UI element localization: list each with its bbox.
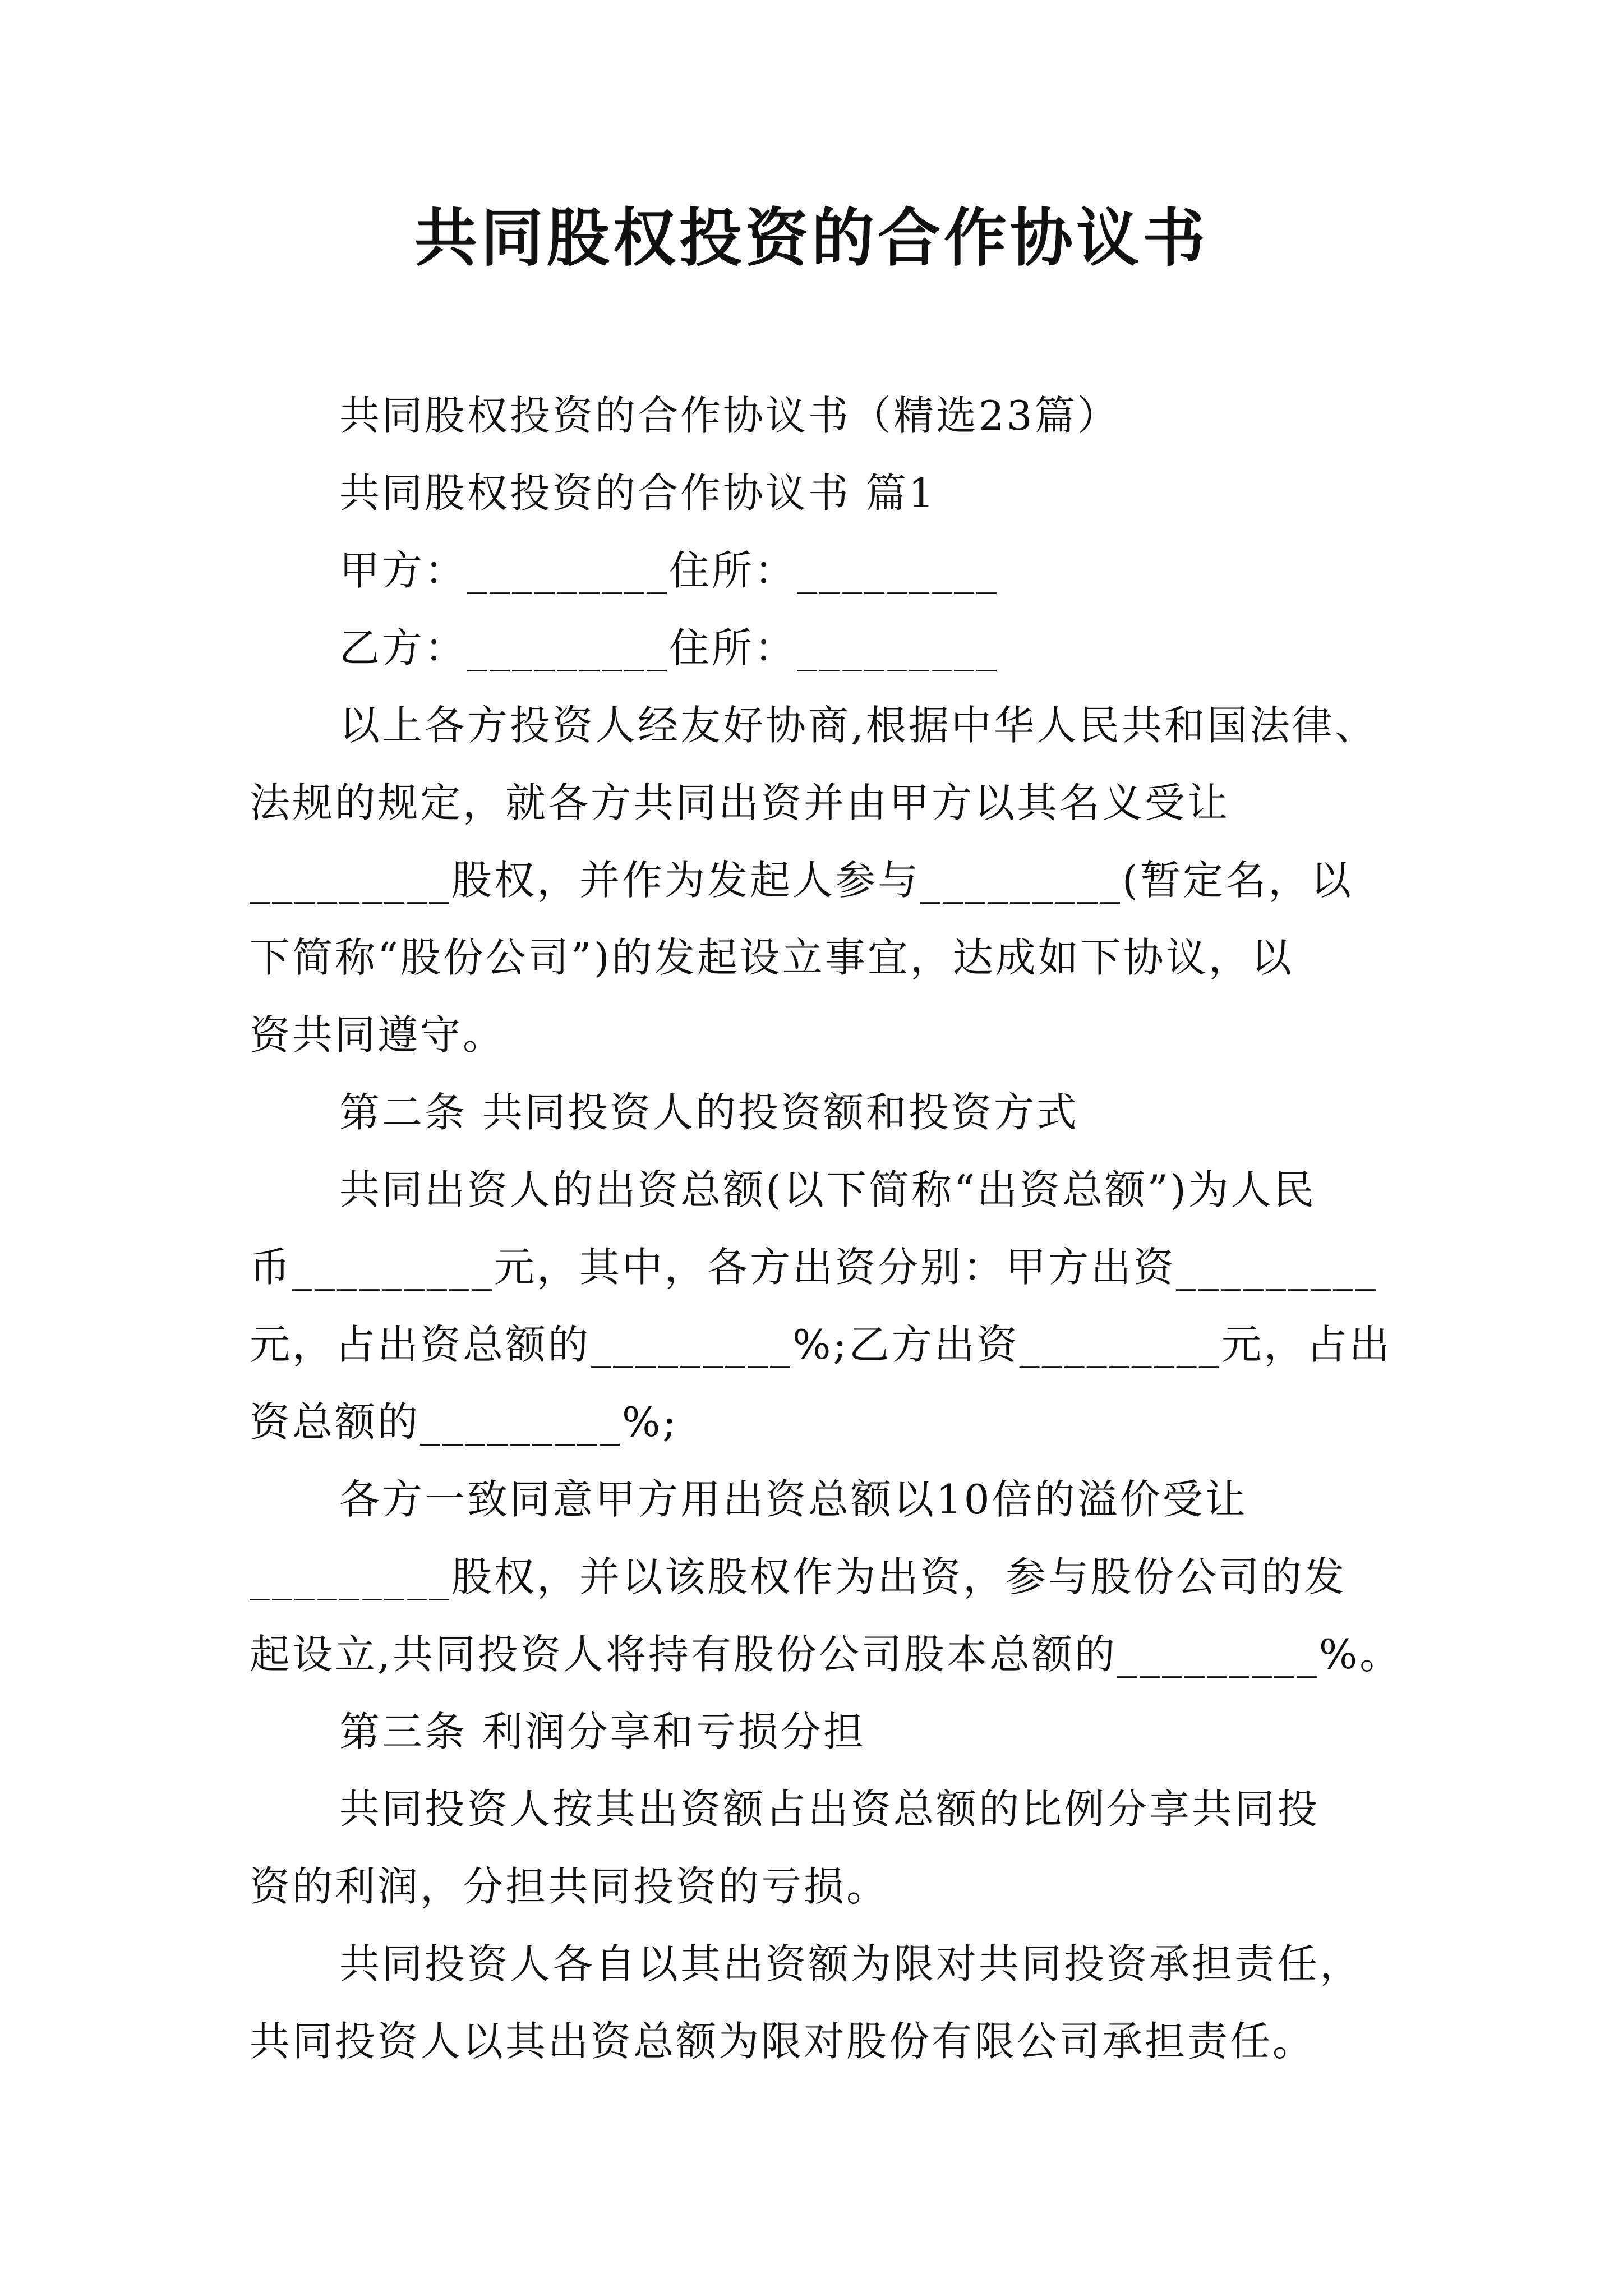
text-line: 法规的规定，就各方共同出资并由甲方以其名义受让: [250, 779, 1230, 826]
text-line: 共同投资人各自以其出资额为限对共同投资承担责任，: [339, 1940, 1363, 1987]
text-line: 资共同遵守。: [250, 1011, 506, 1059]
text-line: 乙方：_________住所：_________: [339, 624, 999, 671]
document-body: [250, 377, 1403, 2080]
text-line: 共同出资人的出资总额(以下简称“出资总额”)为人民: [339, 1166, 1316, 1213]
text-line: 币_________元，其中，各方出资分别：甲方出资_________: [250, 1244, 1378, 1291]
text-line: 共同投资人按其出资额占出资总额的比例分享共同投: [339, 1786, 1320, 1833]
text-line: 起设立,共同投资人将持有股份公司股本总额的_________%。: [250, 1631, 1403, 1678]
text-line: 共同投资人以其出资总额为限对股份有限公司承担责任。: [250, 2018, 1316, 2065]
text-line: 各方一致同意甲方用出资总额以10倍的溢价受让: [339, 1476, 1248, 1523]
text-line: _________股权，并作为发起人参与_________(暂定名，以: [250, 857, 1354, 904]
document-title: 共同股权投资的合作协议书: [414, 201, 1209, 275]
text-line: 第三条 利润分享和亏损分担: [339, 1708, 866, 1755]
text-line: 元，占出资总额的_________%;乙方出资_________元，占出: [250, 1321, 1392, 1368]
text-line: 共同股权投资的合作协议书（精选23篇）: [339, 392, 1120, 439]
text-line: 第二条 共同投资人的投资额和投资方式: [339, 1089, 1079, 1136]
text-line: 共同股权投资的合作协议书 篇1: [339, 470, 937, 517]
text-line: 甲方：_________住所：_________: [339, 547, 999, 594]
text-line: 以上各方投资人经友好协商,根据中华人民共和国法律、: [339, 702, 1377, 749]
text-line: 资总额的_________%;: [250, 1398, 679, 1446]
text-line: 下简称“股份公司”)的发起设立事宜，达成如下协议，以: [250, 934, 1294, 981]
text-line: 资的利润，分担共同投资的亏损。: [250, 1863, 889, 1910]
text-line: _________股权，并以该股权作为出资，参与股份公司的发: [250, 1553, 1347, 1600]
